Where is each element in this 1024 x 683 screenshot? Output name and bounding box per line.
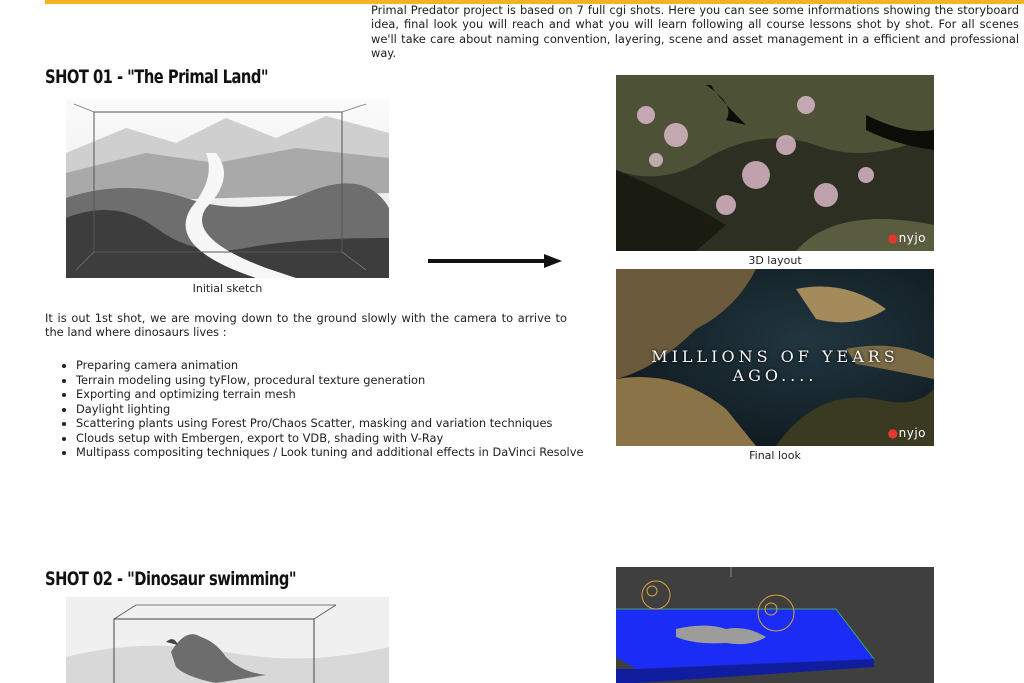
shot-02-title: SHOT 02 - "Dinosaur swimming" <box>45 568 297 590</box>
arrow-right-icon <box>428 254 562 268</box>
shot-01-task-list <box>60 358 583 460</box>
shot-02-layout-image <box>616 567 934 683</box>
onyjo-logo: ●nyjo <box>887 426 926 440</box>
list-item: • Terrain modeling using tyFlow, procedural texture generation <box>76 373 583 388</box>
list-item: • Scattering plants using Forest Pro/Chaos Scatter, masking and variation techniques <box>76 416 583 431</box>
intro-paragraph: Primal Predator project is based on 7 full cgi shots. Here you can see some informations showing the storyboard idea, final look you will reach and what you will learn following all course lessons shot by shot. For all scenes we'll take care about naming convention, layering, scene and asset management in a efficient and professional way. <box>371 3 1019 61</box>
shot-01-final-image <box>616 269 934 446</box>
list-item: • Exporting and optimizing terrain mesh <box>76 387 583 402</box>
shot-01-sketch-caption: Initial sketch <box>192 282 263 295</box>
shot-01-sketch-image <box>66 98 389 278</box>
list-item: • Preparing camera animation <box>76 358 583 373</box>
list-item: • Clouds setup with Embergen, export to VDB, shading with V-Ray <box>76 431 583 446</box>
shot-01-description: It is out 1st shot, we are moving down to the ground slowly with the camera to arrive to the land where dinosaurs lives : <box>45 311 567 339</box>
shot-01-final-caption: Final look <box>749 449 801 462</box>
shot-01-overlay-text: MILLIONS OF YEARS AGO.... <box>651 347 899 385</box>
shot-02-sketch-image <box>66 597 389 683</box>
list-item: • Multipass compositing techniques / Look tuning and additional effects in DaVinci Resolve <box>76 445 583 460</box>
shot-01-title: SHOT 01 - "The Primal Land" <box>45 66 269 88</box>
onyjo-logo: ●nyjo <box>887 231 926 245</box>
shot-01-layout-image <box>616 75 934 251</box>
list-item: • Daylight lighting <box>76 402 583 417</box>
shot-01-layout-caption: 3D layout <box>748 254 802 267</box>
